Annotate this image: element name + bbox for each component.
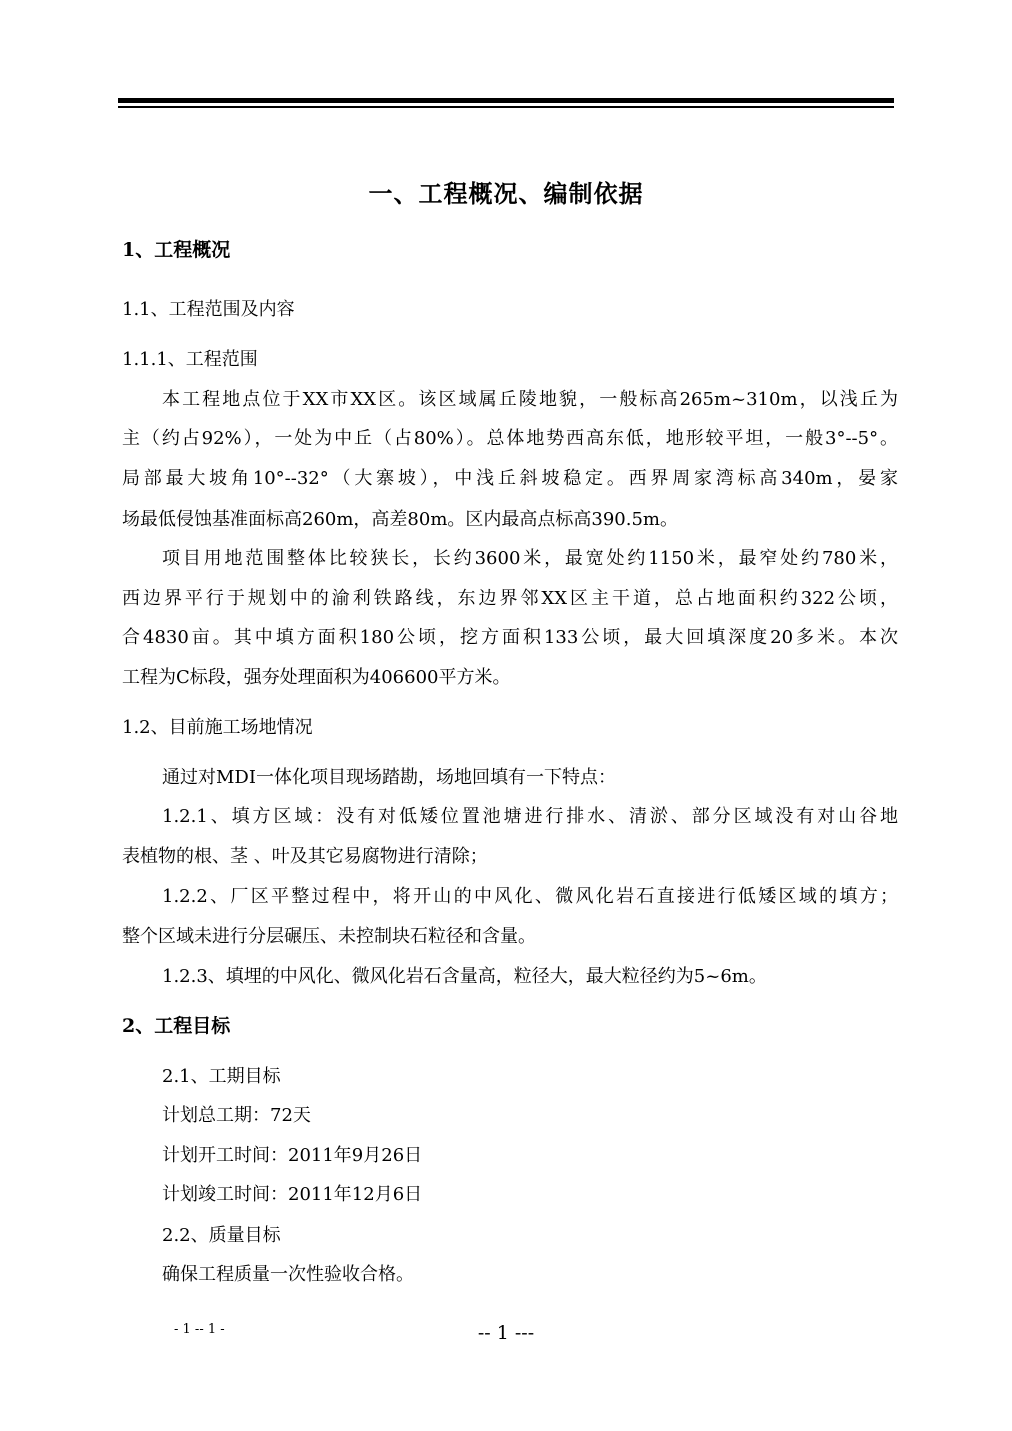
para2-line1: 项目用地范围整体比较狭长，长约3600米，最宽处约1150米，最窄处约780米， bbox=[162, 548, 898, 569]
header-rule-thin bbox=[118, 106, 894, 108]
section-heading-1: 1、工程概况 bbox=[122, 239, 231, 261]
para4-line2: 表植物的根、茎 、叶及其它易腐物进行清除； bbox=[122, 846, 488, 867]
para2-line3: 合4830亩。其中填方面积180公顷，挖方面积133公顷，最大回填深度20多米。本次 bbox=[122, 627, 898, 648]
section-heading-2: 2、工程目标 bbox=[122, 1015, 231, 1037]
para5-line2: 整个区域未进行分层碾压、未控制块石粒径和含量。 bbox=[122, 926, 536, 947]
footer-page-number: -- 1 --- bbox=[477, 1322, 535, 1344]
subsection-2-2: 2.2、质量目标 bbox=[162, 1225, 281, 1246]
subsection-1-1-1: 1.1.1、工程范围 bbox=[122, 349, 258, 370]
quality-goal: 确保工程质量一次性验收合格。 bbox=[162, 1264, 414, 1285]
subsection-1-1: 1.1、工程范围及内容 bbox=[122, 299, 295, 320]
para5-line1: 1.2.2、厂区平整过程中，将开山的中风化、微风化岩石直接进行低矮区域的填方； bbox=[162, 886, 898, 907]
para1-line1: 本工程地点位于XX市XX区。该区域属丘陵地貌，一般标高265m~310m，以浅丘为 bbox=[162, 389, 898, 410]
planned-end: 计划竣工时间：2011年12月6日 bbox=[162, 1184, 423, 1205]
footer-page-number-left: - 1 -- 1 - bbox=[174, 1322, 225, 1337]
subsection-2-1: 2.1、工期目标 bbox=[162, 1066, 281, 1087]
total-duration: 计划总工期：72天 bbox=[162, 1105, 311, 1126]
planned-start: 计划开工时间：2011年9月26日 bbox=[162, 1145, 423, 1166]
para3: 通过对MDI一体化项目现场踏勘，场地回填有一下特点： bbox=[162, 767, 616, 788]
subsection-1-2: 1.2、目前施工场地情况 bbox=[122, 717, 313, 738]
para2-line4: 工程为C标段，强夯处理面积为406600平方米。 bbox=[122, 667, 511, 688]
page-title: 一、工程概况、编制依据 bbox=[368, 179, 644, 208]
para1-line4: 场最低侵蚀基准面标高260m，高差80m。区内最高点标高390.5m。 bbox=[122, 509, 678, 530]
para2-line2: 西边界平行于规划中的渝利铁路线，东边界邻XX区主干道，总占地面积约322公顷， bbox=[122, 588, 898, 609]
para6: 1.2.3、填埋的中风化、微风化岩石含量高，粒径大，最大粒径约为5~6m。 bbox=[162, 966, 767, 987]
header-rule-thick bbox=[118, 98, 894, 103]
para1-line3: 局部最大坡角10°--32°（大寨坡），中浅丘斜坡稳定。西界周家湾标高340m，晏家 bbox=[122, 468, 898, 489]
para1-line2: 主（约占92%），一处为中丘（占80%）。总体地势西高东低，地形较平坦，一般3°--5°。 bbox=[122, 428, 898, 449]
para4-line1: 1.2.1、填方区域：没有对低矮位置池塘进行排水、清淤、部分区域没有对山谷地 bbox=[162, 806, 898, 827]
